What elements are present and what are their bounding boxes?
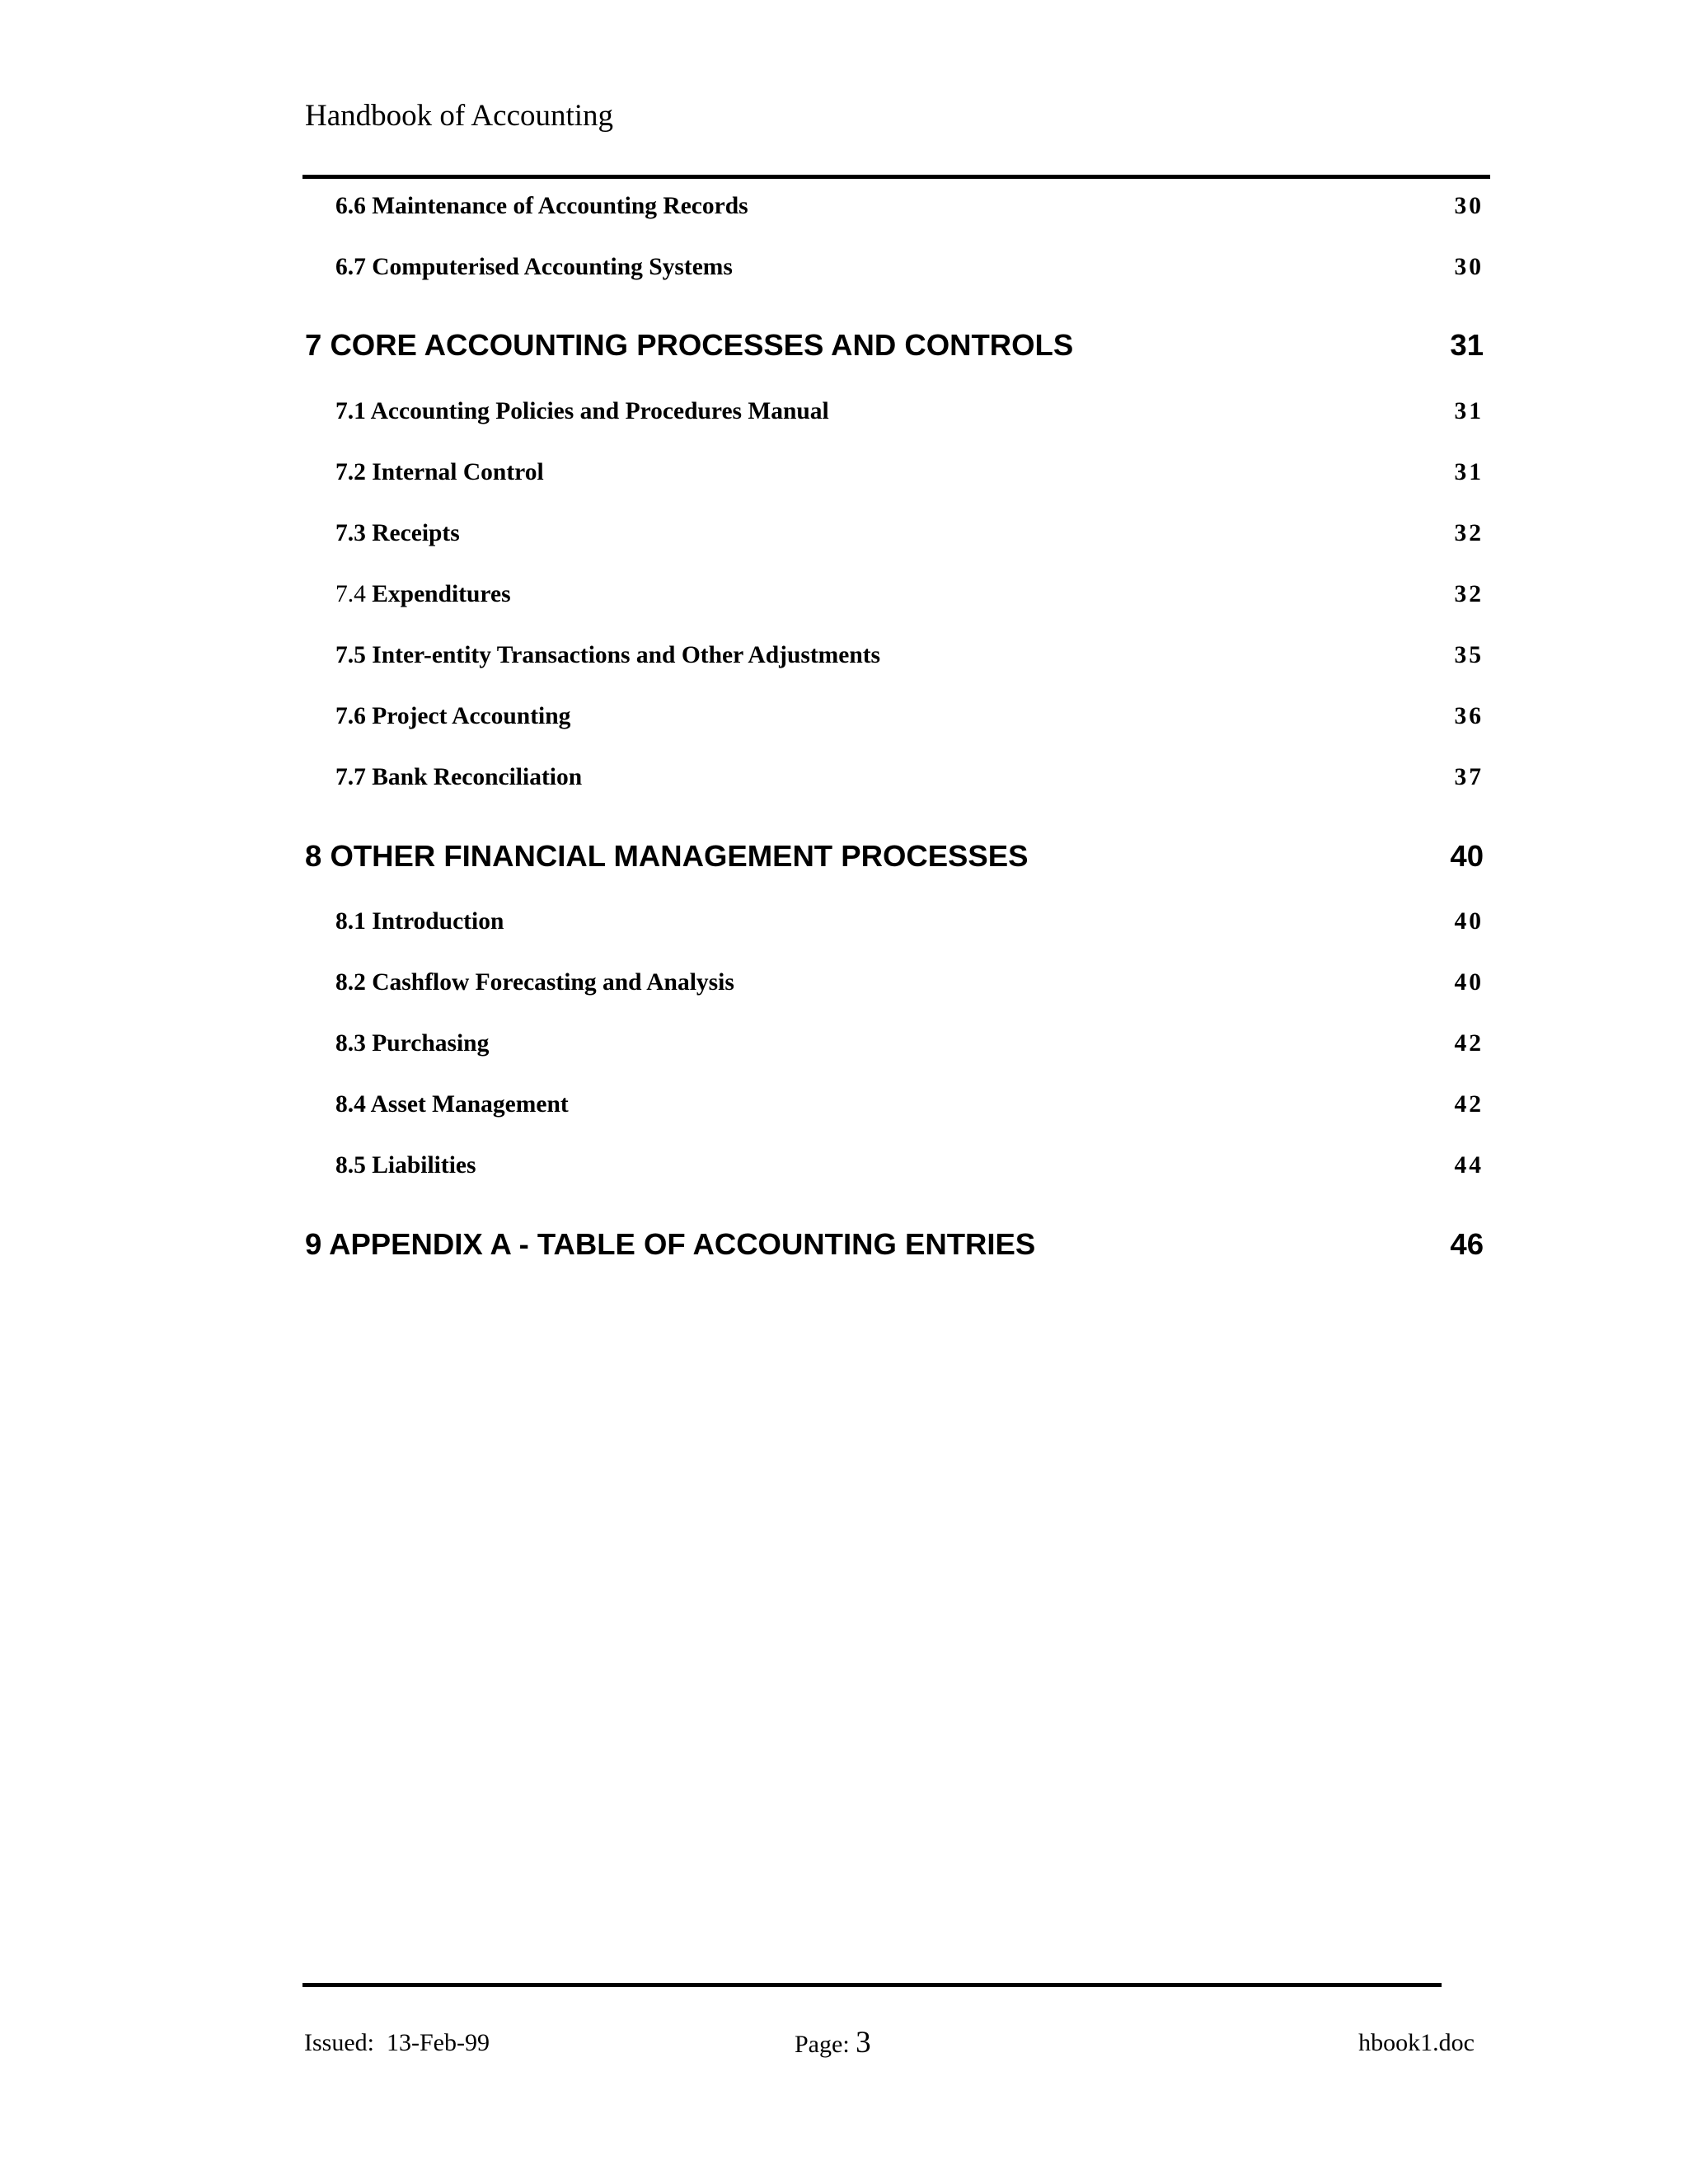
toc-entry-page: 35 [1454,642,1484,668]
toc-entry-page: 37 [1454,764,1484,790]
footer-page-number: 3 [856,2026,871,2060]
toc-entry-label: 6.7 Computerised Accounting Systems [335,254,733,280]
toc-entry-label: 8.3 Purchasing [335,1030,490,1057]
toc-entry-number: 7.4 [335,581,366,607]
toc-entry-title: Expenditures [372,581,511,607]
footer-rule [302,1983,1442,1987]
toc-chapter-label: 7 CORE ACCOUNTING PROCESSES AND CONTROLS [305,328,1074,362]
toc-entry-label [335,579,511,609]
toc-entry-page: 31 [1454,459,1484,485]
toc-entry-page: 30 [1454,193,1484,219]
toc-entry-label: 7.2 Internal Control [335,459,544,485]
toc-entry-label: 7.7 Bank Reconciliation [335,764,583,790]
toc-chapter-label: 8 OTHER FINANCIAL MANAGEMENT PROCESSES [305,839,1029,873]
footer-filename: hbook1.doc [1358,2029,1475,2056]
toc-entry-page: 32 [1454,581,1484,607]
footer-issued-date: 13-Feb-99 [387,2029,490,2056]
footer-page [795,2027,871,2061]
toc-entry-label: 7.6 Project Accounting [335,703,571,729]
toc-entry-page: 44 [1454,1152,1484,1179]
toc-entry-label: 8.4 Asset Management [335,1091,569,1118]
toc-entry-label: 8.1 Introduction [335,908,504,935]
toc-entry-label: 6.6 Maintenance of Accounting Records [335,193,748,219]
toc-entry-page: 32 [1454,520,1484,546]
toc-entry-label: 7.5 Inter-entity Transactions and Other Adjustments [335,642,881,668]
toc-entry-label: 8.2 Cashflow Forecasting and Analysis [335,969,734,996]
toc-chapter-page: 40 [1450,839,1484,873]
footer-page-label: Page: [795,2031,850,2058]
header-rule [302,175,1490,179]
toc-entry-page: 36 [1454,703,1484,729]
toc-entry-page: 42 [1454,1030,1484,1057]
toc-entry-page: 40 [1454,969,1484,996]
toc-chapter-page: 46 [1450,1227,1484,1261]
toc-entry-page: 40 [1454,908,1484,935]
toc-chapter-page: 31 [1450,328,1484,362]
toc-entry-label: 7.1 Accounting Policies and Procedures Manual [335,398,829,424]
toc-entry-page: 30 [1454,254,1484,280]
running-header-title: Handbook of Accounting [305,99,614,133]
toc-entry-label: 8.5 Liabilities [335,1152,476,1179]
toc-entry-page: 42 [1454,1091,1484,1118]
toc-entry-page: 31 [1454,398,1484,424]
toc-entry-label: 7.3 Receipts [335,520,460,546]
footer-issued-label: Issued: [304,2029,374,2056]
footer-issued [304,2027,490,2060]
toc-chapter-label: 9 APPENDIX A - TABLE OF ACCOUNTING ENTRIES [305,1227,1036,1261]
